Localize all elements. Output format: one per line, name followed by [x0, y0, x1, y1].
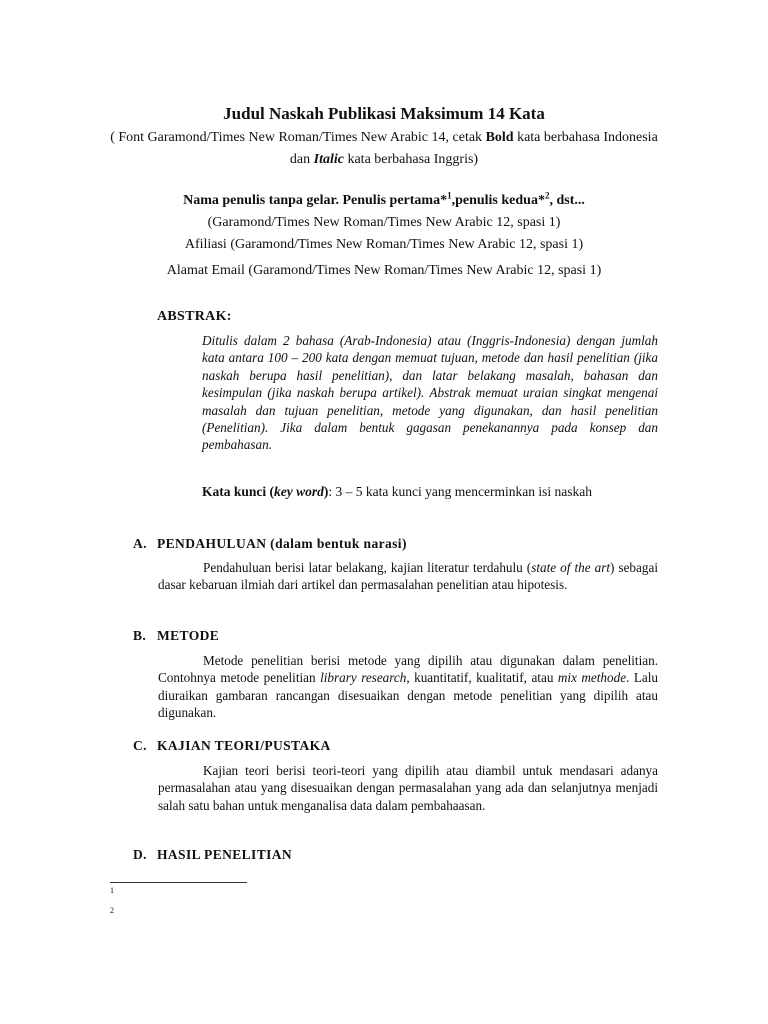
section-body-b: Metode penelitian berisi metode yang dipilih atau digunakan dalam penelitian. Contohnya metode penelitian library research, kuantitatif, kualitatif, atau mix methode. Lalu diuraikan gambaran rancangan disesuaikan dengan metode penelitian yang dipilih atau digunakan.	[158, 653, 658, 721]
abstract-heading: ABSTRAK:	[157, 309, 232, 324]
title-format-note	[100, 127, 668, 171]
keywords-label: Kata kunci (key word)	[202, 484, 329, 499]
footnote-divider	[110, 882, 247, 883]
author-text: ,penulis kedua*	[451, 193, 545, 208]
note-bold: Bold	[485, 130, 514, 145]
keywords-line	[202, 484, 592, 500]
section-label: A.	[133, 536, 147, 551]
author-names	[0, 190, 768, 212]
section-heading-c	[133, 738, 331, 754]
keywords-value: : 3 – 5 kata kunci yang mencerminkan isi naskah	[328, 484, 592, 499]
author-text: Nama penulis tanpa gelar. Penulis pertama*	[183, 193, 448, 208]
affiliation: Afiliasi (Garamond/Times New Roman/Times New Arabic 12, spasi 1)	[184, 237, 584, 252]
section-heading-a	[133, 536, 407, 552]
section-label: C.	[133, 738, 147, 753]
paper-title: Judul Naskah Publikasi Maksimum 14 Kata	[223, 104, 545, 123]
author-sup: 1	[447, 190, 452, 201]
author-sup: 2	[544, 190, 550, 201]
author-font-note: (Garamond/Times New Roman/Times New Arabic 12, spasi 1)	[207, 215, 561, 230]
note-text: kata berbahasa Inggris)	[343, 152, 479, 167]
section-body-c: Kajian teori berisi teori-teori yang dipilih atau diambil untuk mendasari adanya permasalahan atau yang disesuaikan dengan permasalahan yang ada dan selanjutnya menjadi salah satu bahan untuk menganalisa data dalam pembahaasan.	[158, 763, 658, 813]
note-text: ( Font Garamond/Times New Roman/Times New Arabic 14, cetak	[110, 130, 486, 145]
section-label: B.	[133, 628, 147, 643]
section-title: PENDAHULUAN (dalam bentuk narasi)	[157, 536, 407, 551]
author-text: , dst...	[549, 193, 585, 208]
section-heading-b	[133, 628, 219, 644]
section-title: METODE	[157, 628, 220, 643]
section-title: HASIL PENELITIAN	[157, 847, 293, 862]
section-label: D.	[133, 847, 147, 862]
section-title: KAJIAN TEORI/PUSTAKA	[157, 738, 331, 753]
section-body-a: Pendahuluan berisi latar belakang, kajian literatur terdahulu (state of the art) sebagai dasar kebaruan ilmiah dari artikel dan permasalahan penelitian atau hipotesis.	[158, 560, 658, 593]
note-text: kata berbahasa Indonesia dan	[289, 130, 658, 167]
section-heading-d	[133, 847, 292, 863]
author-block	[0, 190, 768, 282]
note-bold-italic: Italic	[313, 152, 344, 167]
footnote-marker-2: 2	[110, 906, 114, 915]
abstract-body: Ditulis dalam 2 bahasa (Arab-Indonesia) atau (Inggris-Indonesia) dengan jumlah kata antara 100 – 200 kata dengan memuat tujuan, metode dan hasil penelitian (jika naskah berupa hasil penelitian), dan latar belakang masalah, bahasan dan kesimpulan (jika naskah berupa artikel). Abstrak memuat uraian singkat mengenai masalah dan tujuan penelitian, metode yang digunakan, dan hasil penelitian (Penelitian). Jika dalam bentuk gagasan penekanannya pada konsep dan pembahasan.	[202, 333, 658, 453]
footnote-marker-1: 1	[110, 886, 114, 895]
email-address: Alamat Email (Garamond/Times New Roman/Times New Arabic 12, spasi 1)	[166, 263, 602, 278]
